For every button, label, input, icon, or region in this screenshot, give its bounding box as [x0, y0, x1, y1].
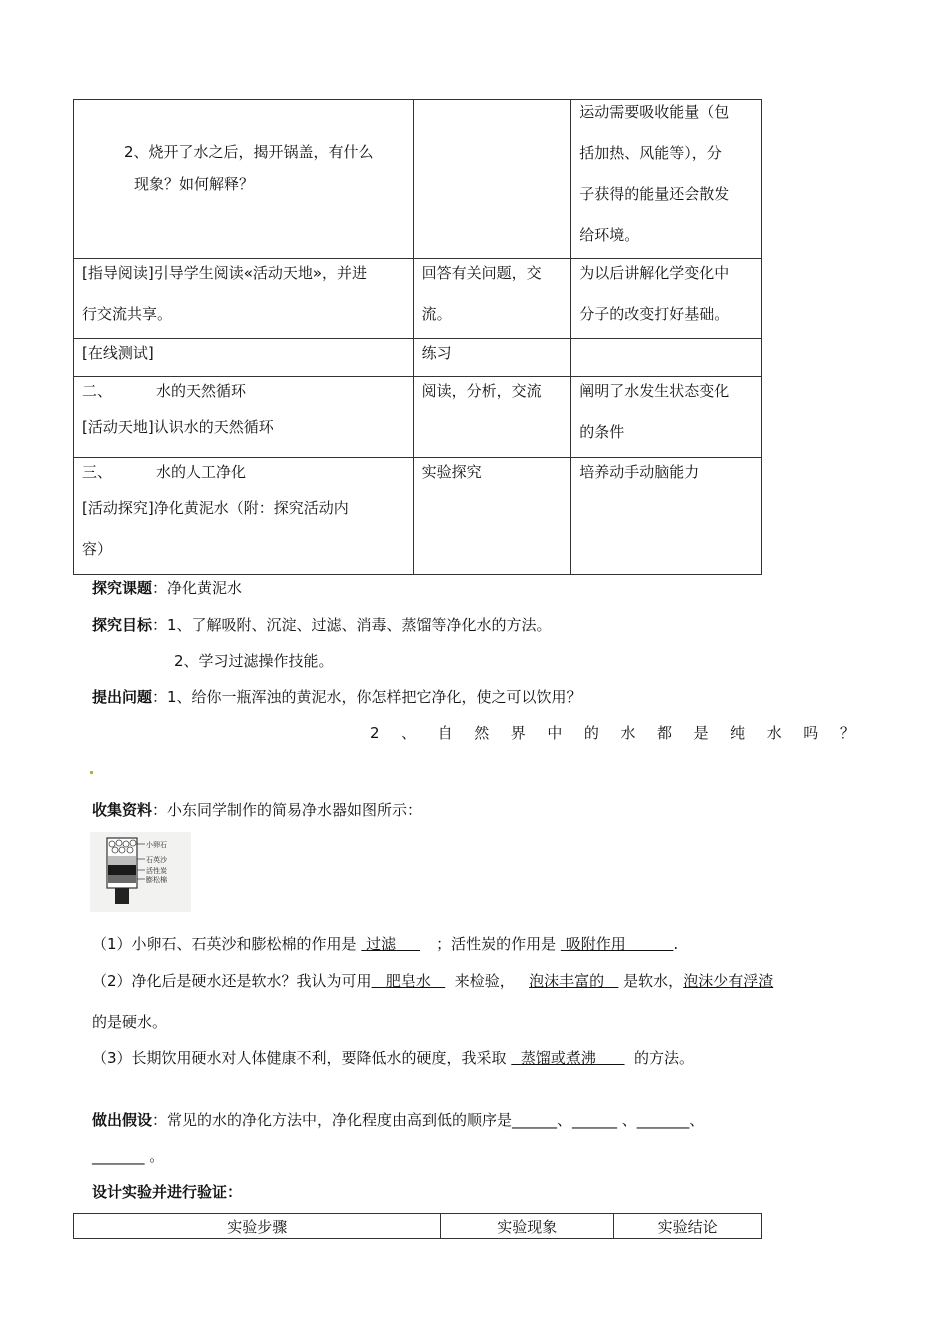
table-cell [74, 339, 414, 377]
collect-text: ：小东同学制作的简易净水器如图所示： [152, 801, 423, 819]
cell-text: 分子的改变打好基础。 [579, 305, 730, 323]
cell-text: [在线测试] [82, 344, 154, 362]
q2-text: （2）净化后是硬水还是软水？我认为可用 [92, 972, 372, 990]
question-char: 是 [693, 724, 709, 742]
cell-text: 回答有关问题，交 [421, 264, 542, 282]
table-cell [413, 100, 571, 259]
figure-label: 小卵石 [146, 841, 167, 849]
table-row [74, 100, 762, 259]
question-char: 纯 [730, 724, 746, 742]
hypothesis-line [92, 1110, 704, 1130]
cell-text: 流。 [421, 305, 452, 323]
question-text: ：1、给你一瓶浑浊的黄泥水，你怎样把它净化，使之可以饮用？ [152, 688, 582, 706]
cell-text: 容） [82, 540, 113, 558]
water-filter-figure [90, 832, 191, 912]
question-char: 吗 [803, 724, 819, 742]
table-cell [413, 377, 571, 458]
q1-answer-2: 吸附作用 [565, 935, 626, 953]
table-cell [74, 259, 414, 339]
cell-text: [活动探究]净化黄泥水（附：探究活动内 [82, 499, 349, 517]
table-cell [571, 458, 762, 575]
cell-text: 2、烧开了水之后，揭开锅盖，有什么 [124, 143, 374, 161]
q3-text: （3）长期饮用硬水对人体健康不利，要降低水的硬度，我采取 [92, 1049, 507, 1067]
cell-text: 给环境。 [579, 226, 640, 244]
q1-text: （1）小卵石、石英沙和膨松棉的作用是 [92, 935, 357, 953]
q2-answer-3: 泡沫少有浮渣 [683, 972, 774, 990]
header-conclusion: 实验结论 [614, 1214, 762, 1239]
table-cell [571, 259, 762, 339]
topic-line [92, 578, 242, 598]
q2-answer-2: 泡沫丰富的 [529, 972, 605, 990]
cell-text: 三、 [82, 463, 113, 481]
table-row [74, 259, 762, 339]
question-char: 然 [474, 724, 490, 742]
cell-text: [指导阅读]引导学生阅读«活动天地»，并进 [82, 264, 368, 282]
q2-text-3: 是软水， [623, 972, 684, 990]
question-char: 的 [583, 724, 599, 742]
table-header-row [74, 1214, 762, 1239]
table-cell [571, 377, 762, 458]
header-steps: 实验步骤 [74, 1214, 441, 1239]
q2-answer-1: 肥皂水 [385, 972, 431, 990]
table-cell [413, 259, 571, 339]
cell-text: 阐明了水发生状态变化 [579, 382, 730, 400]
collect-line [92, 800, 422, 820]
cell-text: 水的人工净化 [156, 463, 247, 481]
goal-text: ：1、了解吸附、沉淀、过滤、消毒、蒸馏等净化水的方法。 [152, 616, 552, 634]
cell-text: 运动需要吸收能量（包 [579, 103, 730, 121]
cell-text: 水的天然循环 [156, 382, 247, 400]
question-char: 水 [620, 724, 636, 742]
figure-label: 膨松棉 [146, 876, 167, 884]
question-line-2 [370, 723, 855, 743]
cell-text: 阅读，分析，交流 [421, 382, 542, 400]
q2-text-2: 来检验， [454, 972, 515, 990]
question-line [92, 687, 582, 707]
question-char: 、 [401, 724, 417, 742]
header-phenomenon: 实验现象 [441, 1214, 614, 1239]
cell-text: 培养动手动脑能力 [579, 463, 700, 481]
figure-label: 石英沙 [146, 856, 167, 864]
question-char: 自 [437, 724, 453, 742]
q1-end: . [673, 935, 679, 953]
q1-line [92, 934, 678, 954]
table-cell [413, 458, 571, 575]
table-cell [74, 377, 414, 458]
question-char: 中 [547, 724, 563, 742]
cell-text: 括加热、风能等），分 [579, 144, 722, 162]
q3-answer: 蒸馏或煮沸 [520, 1049, 596, 1067]
experiment-table [73, 1213, 762, 1239]
topic-text: ：净化黄泥水 [152, 579, 243, 597]
marker-dot [90, 771, 93, 774]
figure-label: 活性炭 [146, 867, 167, 875]
table-cell [74, 100, 414, 259]
cell-text: 二、 [82, 382, 113, 400]
q3-line [92, 1048, 694, 1068]
q1-text-2: ；活性炭的作用是 [436, 935, 557, 953]
cell-text: 行交流共享。 [82, 305, 173, 323]
hypothesis-text-2: _______ 。 [92, 1147, 165, 1165]
cell-text: 实验探究 [421, 463, 482, 481]
design-heading: 设计实验并进行验证： [92, 1183, 243, 1201]
topic-label: 探究课题 [92, 579, 153, 597]
cell-text: [活动天地]认识水的天然循环 [82, 418, 274, 436]
table-row [74, 339, 762, 377]
goal-line [92, 615, 552, 635]
cell-text: 子获得的能量还会散发 [579, 185, 730, 203]
question-char: ？ [839, 724, 855, 742]
table-cell [74, 458, 414, 575]
table-row [74, 377, 762, 458]
q1-answer-1: 过滤 [366, 935, 397, 953]
goal-text-2: 2、学习过滤操作技能。 [174, 652, 334, 670]
table-cell [413, 339, 571, 377]
question-char: 界 [510, 724, 526, 742]
table-row [74, 458, 762, 575]
collect-label: 收集资料 [92, 801, 153, 819]
question-char: 水 [766, 724, 782, 742]
table-cell [571, 339, 762, 377]
cell-text: 的条件 [579, 423, 625, 441]
question-label: 提出问题 [92, 688, 153, 706]
question-char: 2 [370, 724, 380, 742]
q2-text-4: 的是硬水。 [92, 1013, 168, 1031]
cell-text: 现象？如何解释？ [134, 175, 255, 193]
cell-text: 练习 [421, 344, 452, 362]
question-char: 都 [657, 724, 673, 742]
water-filter-diagram [90, 832, 191, 912]
lesson-table [73, 99, 762, 575]
cell-text: 为以后讲解化学变化中 [579, 264, 730, 282]
q2-line [92, 971, 773, 991]
hypothesis-label: 做出假设 [92, 1111, 153, 1129]
q3-text-2: 的方法。 [634, 1049, 695, 1067]
goal-label: 探究目标 [92, 616, 153, 634]
table-cell [571, 100, 762, 259]
hypothesis-text: ：常见的水的净化方法中，净化程度由高到低的顺序是______、______ 、_______、 [152, 1111, 705, 1129]
